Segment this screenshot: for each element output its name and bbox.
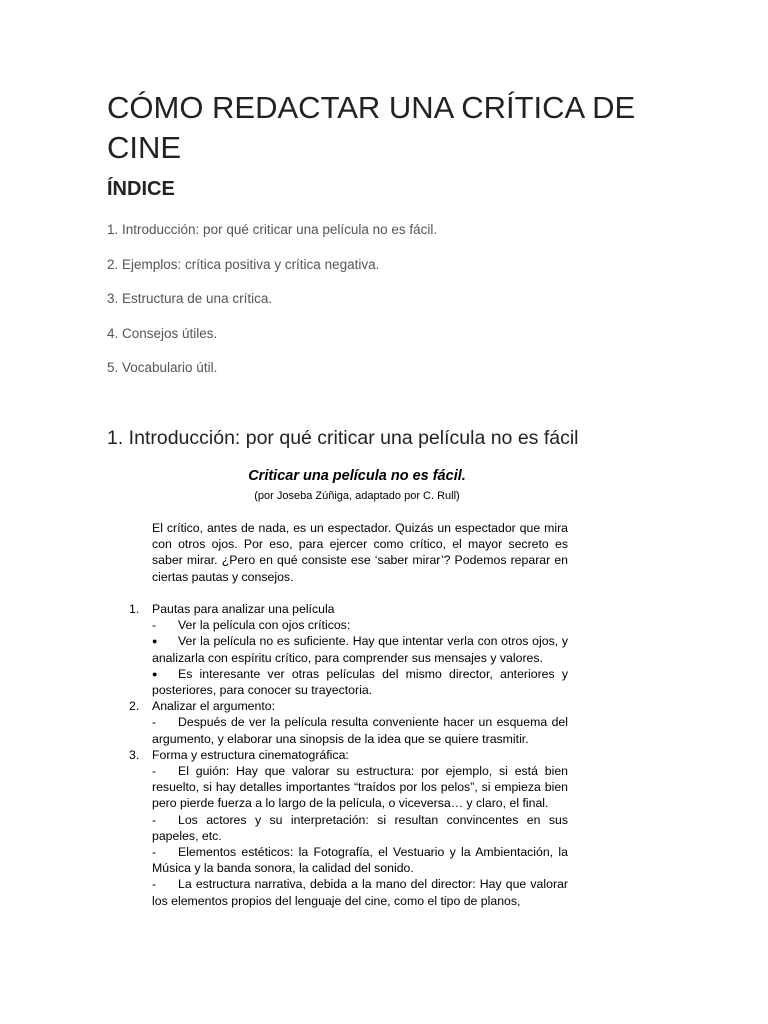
subitem-text: Ver la película no es suficiente. Hay que intentar verla con otros ojos, y analizarla con espíritu crítico, para comprender sus mensajes y valores. [152,634,568,665]
outline-number: 1. [129,602,140,616]
subitem-text: Ver la película con ojos críticos: [178,618,351,633]
subitem-text: Después de ver la película resulta conveniente hacer un esquema del argumento, y elaborar una sinopsis de la idea que se quiere trasmitir. [152,715,568,746]
subitem-text: Elementos estéticos: la Fotografía, el Vestuario y la Ambientación, la Música y la banda sonora, la calidad del sonido. [152,845,568,876]
toc-item: 3. Estructura de una crítica. [107,291,273,306]
outline-number: 3. [129,747,140,762]
subitem-text: El guión: Hay que valorar su estructura: por ejemplo, si está bien resuelto, si hay detalles importantes “traídos por los pelos”, si empieza bien pero pierde fuerza a lo largo de la película, o viceversa… y claro, el final. [152,764,568,811]
document-title: CÓMO REDACTAR UNA CRÍTICA DE CINE [107,90,636,165]
outline-label: Pautas para analizar una película [152,602,335,616]
dash-marker: - [152,877,157,892]
outline-list [129,601,568,909]
outline-subitem [152,666,568,698]
outline-subitem [152,812,568,844]
outline-subitem [152,844,568,876]
article-title: Criticar una película no es fácil. [248,468,466,484]
toc-item: 5. Vocabulario útil. [107,360,218,375]
toc-item: 4. Consejos útiles. [107,325,218,341]
outline-subitem [152,763,568,812]
dash-marker: - [152,812,157,827]
index-heading: ÍNDICE [107,178,175,200]
article-byline: (por Joseba Zúñiga, adaptado por C. Rull) [254,490,460,502]
toc-item: 1. Introducción: por qué criticar una película no es fácil. [107,222,438,237]
dash-marker: - [152,845,157,860]
outline-subitem [152,633,568,665]
outline-number: 2. [129,699,140,714]
outline-label: Analizar el argumento: [152,699,276,714]
outline-subitem [152,617,568,633]
subitem-text: La estructura narrativa, debida a la mano del director: Hay que valorar los elementos propios del lenguaje del cine, como el tipo de planos, [152,877,568,908]
table-of-contents [107,220,437,393]
intro-paragraph: El crítico, antes de nada, es un espectador. Quizás un espectador que mira con otros ojos. Por eso, para ejercer como crítico, el mayor secreto es saber mirar. ¿Pero en qué consiste ese ‘saber mirar’? Podemos reparar en ciertas pautas y consejos. [152,521,568,584]
outline-item [129,747,568,909]
section-heading: 1. Introducción: por qué criticar una película no es fácil [107,427,579,449]
outline-item [129,698,568,747]
bullet-icon: ● [152,636,158,647]
bullet-icon: ● [152,668,158,679]
dash-marker: - [152,618,157,633]
dash-marker: - [152,764,157,779]
outline-label: Forma y estructura cinematográfica: [152,747,349,762]
subitem-text: Los actores y su interpretación: si resultan convincentes en sus papeles, etc. [152,812,568,843]
outline-subitem [152,876,568,908]
subitem-text: Es interesante ver otras películas del mismo director, anteriores y posteriores, para conocer su trayectoria. [152,666,568,698]
toc-item: 2. Ejemplos: crítica positiva y crítica negativa. [107,256,380,272]
dash-marker: - [152,715,157,730]
outline-subitem [152,714,568,746]
outline-item [129,601,568,698]
